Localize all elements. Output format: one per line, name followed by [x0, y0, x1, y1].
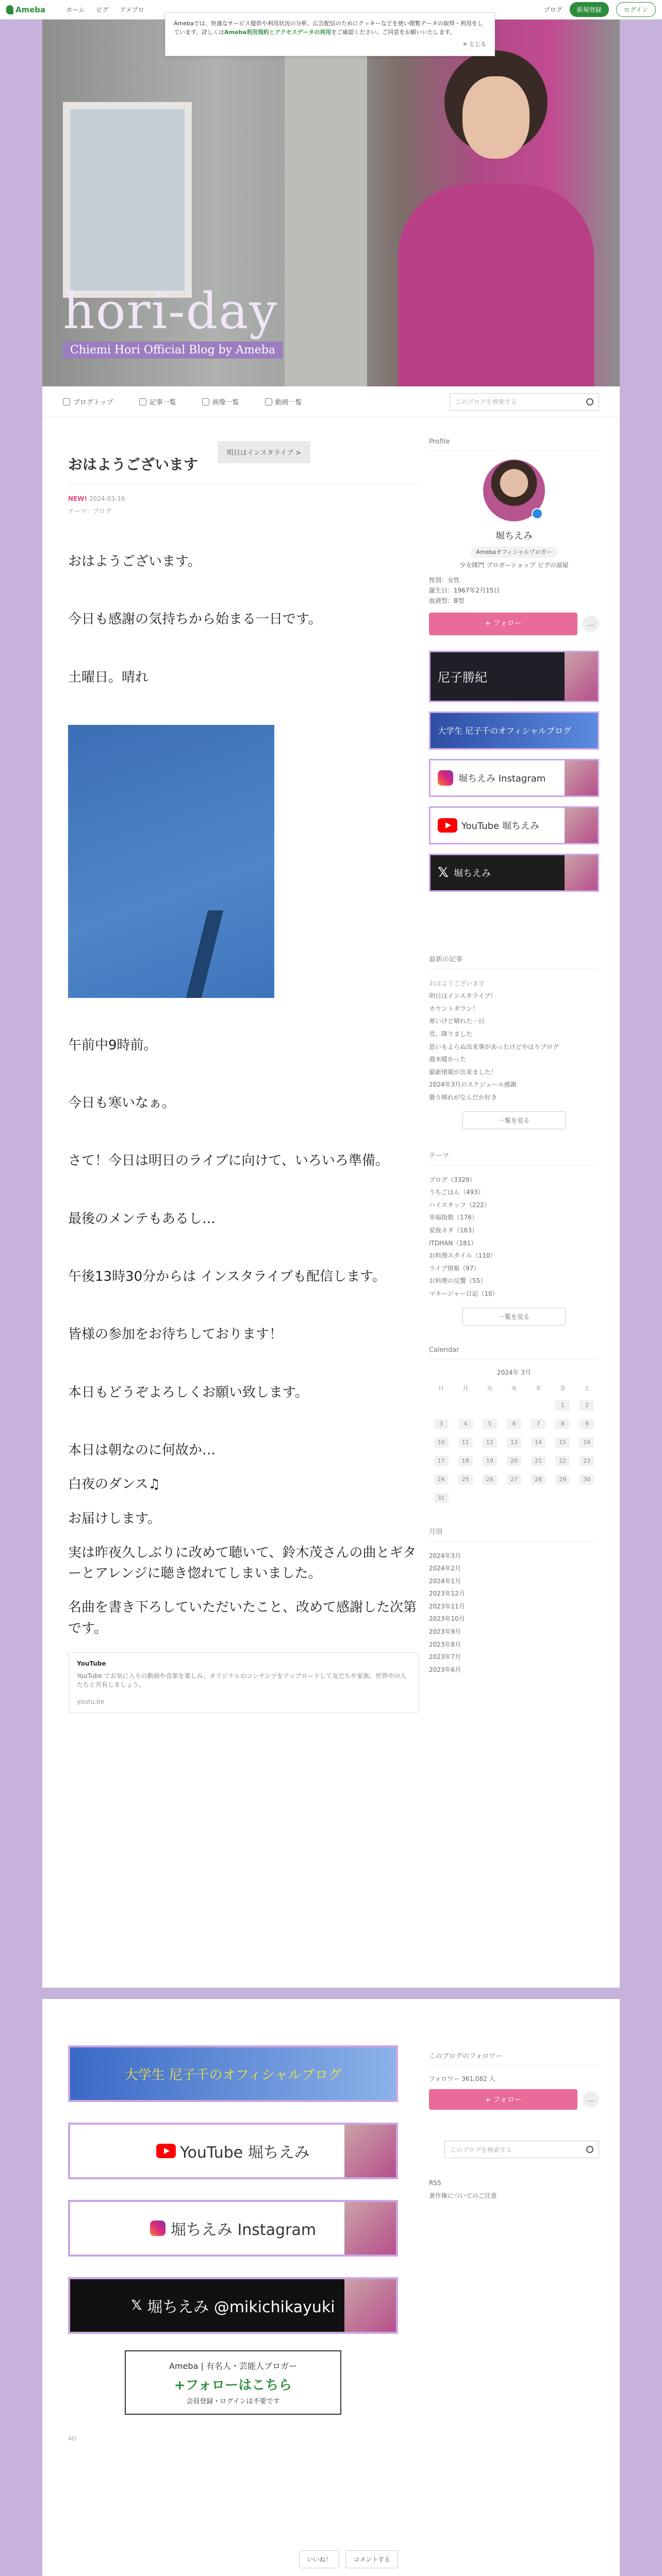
- article-body: [68, 551, 419, 1639]
- archive-item[interactable]: 2023年11月: [429, 1602, 465, 1610]
- follow-button-2[interactable]: + フォロー: [429, 2089, 577, 2110]
- like-button[interactable]: いいね！: [299, 2550, 339, 2568]
- cal-day[interactable]: 6: [507, 1419, 521, 1429]
- cal-day[interactable]: 22: [555, 1456, 570, 1466]
- avatar[interactable]: [483, 460, 545, 521]
- banner-thumb: [565, 808, 598, 843]
- top-right: [544, 2, 656, 17]
- para: おはようございます。: [68, 554, 201, 569]
- cal-day[interactable]: 10: [434, 1437, 449, 1448]
- cal-day[interactable]: 5: [483, 1419, 497, 1429]
- archive-item[interactable]: 2023年10月: [429, 1615, 465, 1623]
- banner-x[interactable]: 𝕏 堀ちえみ: [429, 854, 599, 892]
- recent-item[interactable]: 最新情報が出来ました！: [429, 1068, 498, 1076]
- para: 本日は朝なのに何故か…: [68, 1442, 216, 1458]
- banner-thumb: [344, 2125, 396, 2177]
- ameba-follow-main: +フォローはこちら: [174, 2378, 292, 2393]
- cal-day[interactable]: 27: [507, 1475, 521, 1485]
- login-button[interactable]: ログイン: [616, 2, 656, 17]
- para: 午前中9時前。: [68, 1037, 157, 1053]
- profile-info: [429, 575, 599, 606]
- instagram-icon: [150, 2221, 166, 2236]
- para: 今日も感謝の気持ちから始まる一日です。: [68, 612, 322, 628]
- cal-day[interactable]: 2: [580, 1400, 594, 1411]
- cal-weekday: 木: [535, 1384, 541, 1392]
- cal-day[interactable]: 25: [458, 1475, 473, 1485]
- cal-day[interactable]: 7: [531, 1419, 545, 1429]
- main-column: [42, 20, 620, 1988]
- action-row: [68, 2550, 398, 2568]
- header-photo-body: [398, 184, 594, 386]
- archive-item[interactable]: 2024年1月: [429, 1577, 461, 1585]
- cal-weekday: 金: [559, 1384, 566, 1392]
- cal-day[interactable]: 17: [434, 1456, 449, 1466]
- archive-item[interactable]: 2023年6月: [429, 1666, 461, 1673]
- archive-item[interactable]: 2024年2月: [429, 1565, 461, 1572]
- profile-card: [429, 460, 599, 635]
- blog-title[interactable]: hori-day: [63, 282, 278, 340]
- cal-day[interactable]: 4: [458, 1419, 473, 1429]
- article-meta: NEW! 2024-03-16: [68, 495, 125, 502]
- cal-weekday: 土: [584, 1384, 590, 1392]
- cal-day[interactable]: 19: [483, 1456, 497, 1466]
- theme-heading: テーマ: [429, 1150, 599, 1165]
- cal-weekday: 水: [511, 1384, 517, 1392]
- recent-item[interactable]: おはようございます: [429, 979, 485, 987]
- archive-item[interactable]: 2023年8月: [429, 1640, 461, 1648]
- nav-ameblo[interactable]: アメブロ: [120, 6, 144, 13]
- para: 実は昨夜久しぶりに改めて聴いて、鈴木茂さんの曲とギターとアレンジに聴き惚れてしまいました。: [68, 1545, 417, 1582]
- home-icon: [63, 398, 70, 405]
- archive-item[interactable]: 2023年7月: [429, 1653, 461, 1661]
- para: 白夜のダンス♫: [68, 1477, 160, 1493]
- calendar: [429, 1380, 599, 1507]
- profile-tags[interactable]: 少女隊門 ブロガーショップ ピグの部屋: [459, 562, 569, 569]
- sidebar-links: [429, 2177, 599, 2202]
- lower-section: [42, 1999, 620, 2576]
- more-options-button[interactable]: …: [583, 616, 599, 632]
- para: 今日も寒いなぁ。: [68, 1095, 176, 1111]
- recent-item[interactable]: 明日はインスタライブ！: [429, 992, 496, 1000]
- para: さて！今日は明日のライブに向けて、いろいろ準備。: [68, 1153, 389, 1169]
- cal-day[interactable]: 26: [483, 1475, 497, 1485]
- recent-item[interactable]: 寒いけど晴れた一日: [429, 1018, 485, 1025]
- para: 午後13時30分からは インスタライブも配信します。: [68, 1269, 386, 1285]
- lower-sidebar: [429, 2050, 599, 2202]
- theme-item[interactable]: 家族ネタ（163）: [429, 1226, 478, 1234]
- cal-day[interactable]: 28: [531, 1475, 545, 1485]
- cal-weekday: 月: [462, 1384, 469, 1392]
- nav-video-list[interactable]: 動画一覧: [265, 397, 302, 406]
- copyright-notice-link[interactable]: 著作権についてのご注意: [429, 2192, 497, 2199]
- more-options-button-2[interactable]: …: [583, 2091, 599, 2108]
- cal-day[interactable]: 8: [555, 1419, 570, 1429]
- para: 土曜日。晴れ: [68, 669, 149, 685]
- nav-entry-list[interactable]: 記事一覧: [139, 397, 176, 406]
- article-theme[interactable]: テーマ：ブログ: [68, 507, 112, 515]
- article-photo-sky[interactable]: [68, 725, 274, 998]
- official-badge: Amebaオフィシャルブロガー: [471, 547, 557, 558]
- recent-list: [429, 977, 599, 1104]
- cal-day[interactable]: 11: [458, 1437, 473, 1448]
- video-icon: [265, 398, 272, 405]
- blog-link[interactable]: ブログ: [543, 6, 562, 13]
- profile-heading: Profile: [429, 438, 599, 451]
- cal-day[interactable]: 31: [434, 1493, 449, 1503]
- article-title[interactable]: おはようございます: [68, 453, 419, 484]
- para: 本日もどうぞよろしくお願い致します。: [68, 1384, 308, 1400]
- x-icon: 𝕏: [131, 2298, 142, 2313]
- ameba-logo[interactable]: Ameba: [6, 5, 45, 14]
- banner-university-blog[interactable]: 大学生 尼子千のオフィシャルブログ: [429, 711, 599, 750]
- youtube-icon: [156, 2144, 176, 2158]
- recent-item[interactable]: 週末暖かった: [429, 1056, 467, 1063]
- article: [68, 412, 419, 1713]
- youtube-icon: [438, 818, 457, 833]
- archive-item[interactable]: 2024年3月: [429, 1552, 461, 1560]
- follow-button[interactable]: + フォロー: [429, 613, 577, 635]
- nav-home[interactable]: ホーム: [66, 6, 85, 13]
- recent-heading: 最新の記事: [429, 954, 599, 969]
- theme-item[interactable]: お料理の反響（55）: [429, 1277, 487, 1285]
- theme-more-button[interactable]: 一覧を見る: [462, 1308, 566, 1326]
- archive-heading: 月別: [429, 1526, 599, 1541]
- theme-item[interactable]: ITDHAN（181）: [429, 1239, 477, 1247]
- cal-day[interactable]: 18: [458, 1456, 473, 1466]
- para: お届けします。: [68, 1511, 161, 1527]
- terms-link[interactable]: Ameba利用規約: [224, 29, 269, 36]
- theme-item[interactable]: ハイスタッフ（222）: [429, 1201, 490, 1209]
- header-window: [63, 102, 192, 298]
- blog-search-input[interactable]: このブログを検索する: [450, 393, 599, 411]
- cal-day[interactable]: 1: [555, 1400, 570, 1411]
- info-blood: 血液型：B型: [429, 597, 465, 605]
- cal-weekday: 火: [487, 1384, 493, 1392]
- image-icon: [202, 398, 209, 405]
- cal-day[interactable]: 29: [555, 1475, 570, 1485]
- banner-amako[interactable]: 尼子勝紀: [429, 651, 599, 702]
- cal-day[interactable]: 15: [555, 1437, 570, 1448]
- theme-item[interactable]: ブログ（3329）: [429, 1176, 476, 1183]
- ameba-follow-banner[interactable]: [125, 2350, 341, 2415]
- banner-instagram[interactable]: 堀ちえみ Instagram: [429, 759, 599, 797]
- theme-list: [429, 1174, 599, 1300]
- banner-thumb: [565, 652, 598, 701]
- instagram-icon: [438, 770, 453, 786]
- youtube-embed-card[interactable]: YouTube YouTube でお気に入りの動画や音楽を楽しみ、オリジナルのコンテンツをアップロードして友だちや家族、世界中の人たちと共有しましょう。 youtu.be: [68, 1652, 419, 1713]
- nav-image-list[interactable]: 画像一覧: [202, 397, 239, 406]
- cal-day[interactable]: 30: [580, 1475, 594, 1485]
- cal-day[interactable]: 14: [531, 1437, 545, 1448]
- cal-day[interactable]: 23: [580, 1456, 594, 1466]
- rss-link[interactable]: RSS: [429, 2179, 441, 2187]
- recent-item[interactable]: 曇り晴れがなんだか好き: [429, 1093, 498, 1101]
- nav-blog-top[interactable]: ブログトップ: [63, 397, 113, 406]
- ameba-leaf-icon: [6, 5, 13, 14]
- access-data-link[interactable]: アクセスデータの利用: [274, 29, 332, 36]
- theme-item[interactable]: 幸福指数（176）: [429, 1214, 478, 1222]
- next-entry-button[interactable]: 明日はインスタライブ >: [218, 441, 310, 463]
- archive-item[interactable]: 2023年9月: [429, 1628, 461, 1636]
- info-gender: 性別：女性: [429, 576, 460, 584]
- followers-heading: このブログのフォロワー: [429, 2050, 599, 2066]
- recent-item[interactable]: 2024年3月のスケジュール感謝: [429, 1081, 517, 1089]
- followers-count[interactable]: フォロワー 361,082 人: [429, 2075, 495, 2082]
- sidebar: [429, 438, 599, 1676]
- recent-item[interactable]: 雪、降りました: [429, 1030, 473, 1038]
- building: [186, 910, 223, 998]
- cookie-close-button[interactable]: × とじる: [462, 41, 486, 48]
- blog-header[interactable]: [42, 20, 620, 386]
- recent-item[interactable]: 思いもよらぬ出来事があったけどやはりブログ: [429, 1043, 559, 1050]
- archive-list: [429, 1550, 599, 1676]
- para: 名曲を書き下ろしていただいたこと、改めて感謝した次第です。: [68, 1600, 417, 1636]
- cal-day[interactable]: 9: [580, 1419, 594, 1429]
- theme-item[interactable]: マネージャー日記（10）: [429, 1290, 499, 1297]
- ad-label: AD: [68, 2435, 76, 2442]
- cal-day[interactable]: 3: [434, 1419, 449, 1429]
- lower-content: [68, 2045, 398, 2576]
- banner-thumb: [565, 760, 598, 795]
- list-icon: [139, 398, 146, 405]
- search-icon[interactable]: [586, 2146, 593, 2153]
- register-button[interactable]: 新規登録: [570, 2, 609, 17]
- theme-item[interactable]: お料理スタイル（110）: [429, 1252, 496, 1260]
- banner-thumb: [565, 855, 598, 890]
- cal-day[interactable]: 13: [507, 1437, 521, 1448]
- follow-row: [429, 613, 599, 635]
- cookie-notice: Amebaでは、快適なサービス提供や利用状況の分析、広告配信のためにクッキーなどを使い閲覧データの取得・利用をしています。詳しくはAmeba利用規約とアクセスデータの利用をご確認ください。ご同意をお願いいたします。 × とじる: [165, 12, 495, 56]
- verified-icon: [532, 508, 543, 519]
- x-icon: 𝕏: [438, 865, 449, 880]
- theme-item[interactable]: ライブ情報（97）: [429, 1264, 480, 1272]
- cal-day[interactable]: 21: [531, 1456, 545, 1466]
- para: 皆様の参加をお待ちしております！: [68, 1327, 283, 1343]
- para: 最後のメンテもあるし…: [68, 1211, 216, 1227]
- cal-day[interactable]: 20: [507, 1456, 521, 1466]
- banner-thumb: [344, 2279, 396, 2332]
- comment-button[interactable]: コメントする: [345, 2550, 398, 2568]
- cal-day[interactable]: 12: [483, 1437, 497, 1448]
- info-birthday: 誕生日：1967年2月15日: [429, 587, 500, 595]
- recent-more-button[interactable]: 一覧を見る: [462, 1111, 566, 1129]
- calendar-month[interactable]: 2024年 3月: [497, 1368, 531, 1376]
- ameba-follow-sub: 会員登録・ログインは不要です: [186, 2398, 280, 2405]
- sidebar-search-input[interactable]: このブログを検索する: [444, 2141, 599, 2158]
- cal-weekday: 日: [438, 1384, 444, 1392]
- profile-name[interactable]: 堀ちえみ: [495, 531, 533, 541]
- cal-day[interactable]: 24: [434, 1475, 449, 1485]
- theme-item[interactable]: うちごはん（493）: [429, 1189, 484, 1196]
- archive-item[interactable]: 2023年12月: [429, 1590, 465, 1598]
- header-photo-face: [462, 76, 529, 159]
- blog-subtitle: Chiemi Hori Official Blog by Ameba: [63, 342, 283, 359]
- wide-banner-x[interactable]: 𝕏 堀ちえみ @mikichikayuki: [68, 2277, 398, 2334]
- banner-youtube[interactable]: YouTube 堀ちえみ: [429, 806, 599, 844]
- nav-pigg[interactable]: ピグ: [96, 6, 109, 13]
- wide-banner-youtube[interactable]: YouTube 堀ちえみ: [68, 2123, 398, 2179]
- ameba-follow-head: Ameba | 有名人・芸能人ブロガー: [169, 2361, 297, 2371]
- calendar-heading: Calendar: [429, 1346, 599, 1360]
- wide-banner-university[interactable]: 大学生 尼子千のオフィシャルブログ: [68, 2045, 398, 2102]
- follow-row-2: [429, 2089, 599, 2110]
- header-photo: [398, 50, 594, 386]
- recent-item[interactable]: カウントダウン！: [429, 1005, 479, 1012]
- top-nav: [66, 5, 144, 14]
- cal-day[interactable]: 16: [580, 1437, 594, 1448]
- header-wall: [285, 20, 367, 386]
- wide-banner-instagram[interactable]: 堀ちえみ Instagram: [68, 2200, 398, 2257]
- search-icon[interactable]: [586, 398, 593, 405]
- banner-thumb: [344, 2202, 396, 2255]
